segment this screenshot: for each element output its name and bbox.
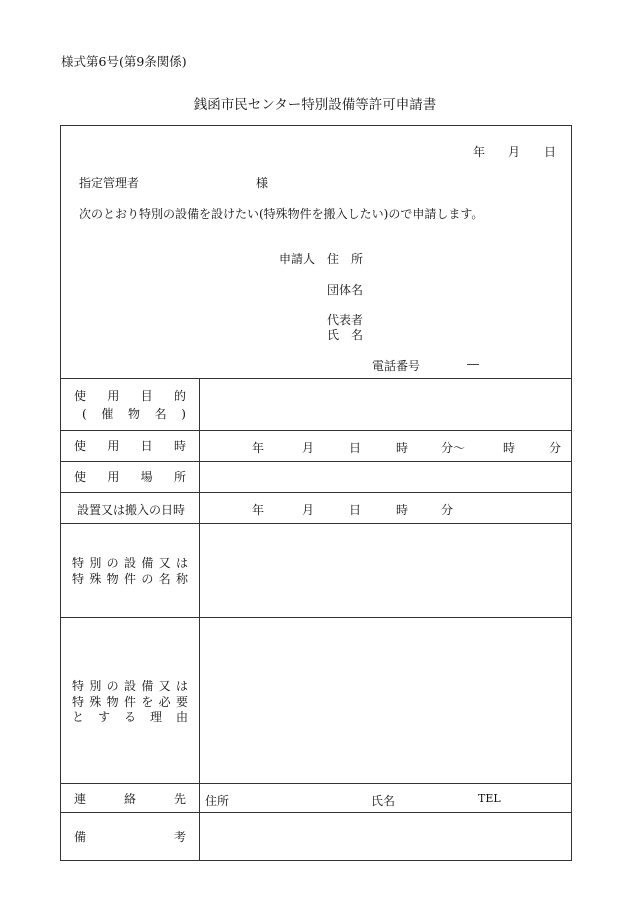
label-column-divider [199, 378, 200, 861]
datetime-minute-to: 分〜 [441, 441, 466, 455]
row-divider [60, 461, 572, 462]
install-year: 年 [252, 503, 265, 517]
install-day: 日 [349, 503, 362, 517]
applicant-phone-dash: ― [467, 357, 479, 371]
install-hour: 時 [396, 503, 409, 517]
remarks-label: 備 考 [74, 830, 186, 844]
row-divider [60, 617, 572, 618]
contact-name-label: 氏名 [371, 794, 396, 808]
application-form-frame [60, 125, 572, 861]
install-minute: 分 [441, 503, 454, 517]
addressee-honorific: 様 [256, 176, 269, 190]
row-divider [60, 812, 572, 813]
applicant-address-label: 住 所 [327, 252, 364, 266]
date-month: 月 [508, 145, 521, 159]
application-statement: 次のとおり特別の設備を設けたい(特殊物件を搬入したい)ので申請します。 [79, 207, 484, 221]
date-day: 日 [544, 145, 557, 159]
purpose-label: 使 用 目 的 ( 催 物 名 ) [74, 389, 186, 421]
applicant-rep-label: 代表者 [327, 313, 364, 327]
datetime-year: 年 [252, 441, 265, 455]
row-divider [60, 378, 572, 379]
applicant-name-label: 氏 名 [327, 328, 364, 342]
row-divider [60, 430, 572, 431]
equipment-name-label: 特 別 の 設 備 又 は 特 殊 物 件 の 名 称 [72, 556, 188, 586]
row-divider [60, 523, 572, 524]
datetime-hour: 時 [396, 441, 409, 455]
form-number: 様式第6号(第9条関係) [61, 54, 187, 69]
applicant-label: 申請人 [279, 252, 316, 266]
datetime-label: 使 用 日 時 [74, 439, 186, 453]
datetime-month: 月 [302, 441, 315, 455]
date-year: 年 [473, 145, 486, 159]
datetime-end-minute: 分 [549, 441, 562, 455]
form-title: 銭函市民センター特別設備等許可申請書 [193, 97, 437, 113]
datetime-day: 日 [349, 441, 362, 455]
addressee-label: 指定管理者 [79, 176, 140, 190]
applicant-org-label: 団体名 [327, 283, 364, 297]
install-datetime-label: 設置又は搬入の日時 [77, 503, 186, 517]
contact-label: 連 絡 先 [74, 792, 186, 806]
equipment-reason-label: 特 別 の 設 備 又 は 特 殊 物 件 を 必 要 と す る 理 由 [72, 679, 188, 725]
contact-tel-label: TEL [478, 792, 501, 805]
row-divider [60, 492, 572, 493]
datetime-end-hour: 時 [503, 441, 516, 455]
install-month: 月 [302, 503, 315, 517]
place-label: 使 用 場 所 [74, 470, 186, 484]
row-divider [60, 783, 572, 784]
contact-address-label: 住所 [205, 794, 230, 808]
applicant-phone-label: 電話番号 [372, 359, 421, 373]
